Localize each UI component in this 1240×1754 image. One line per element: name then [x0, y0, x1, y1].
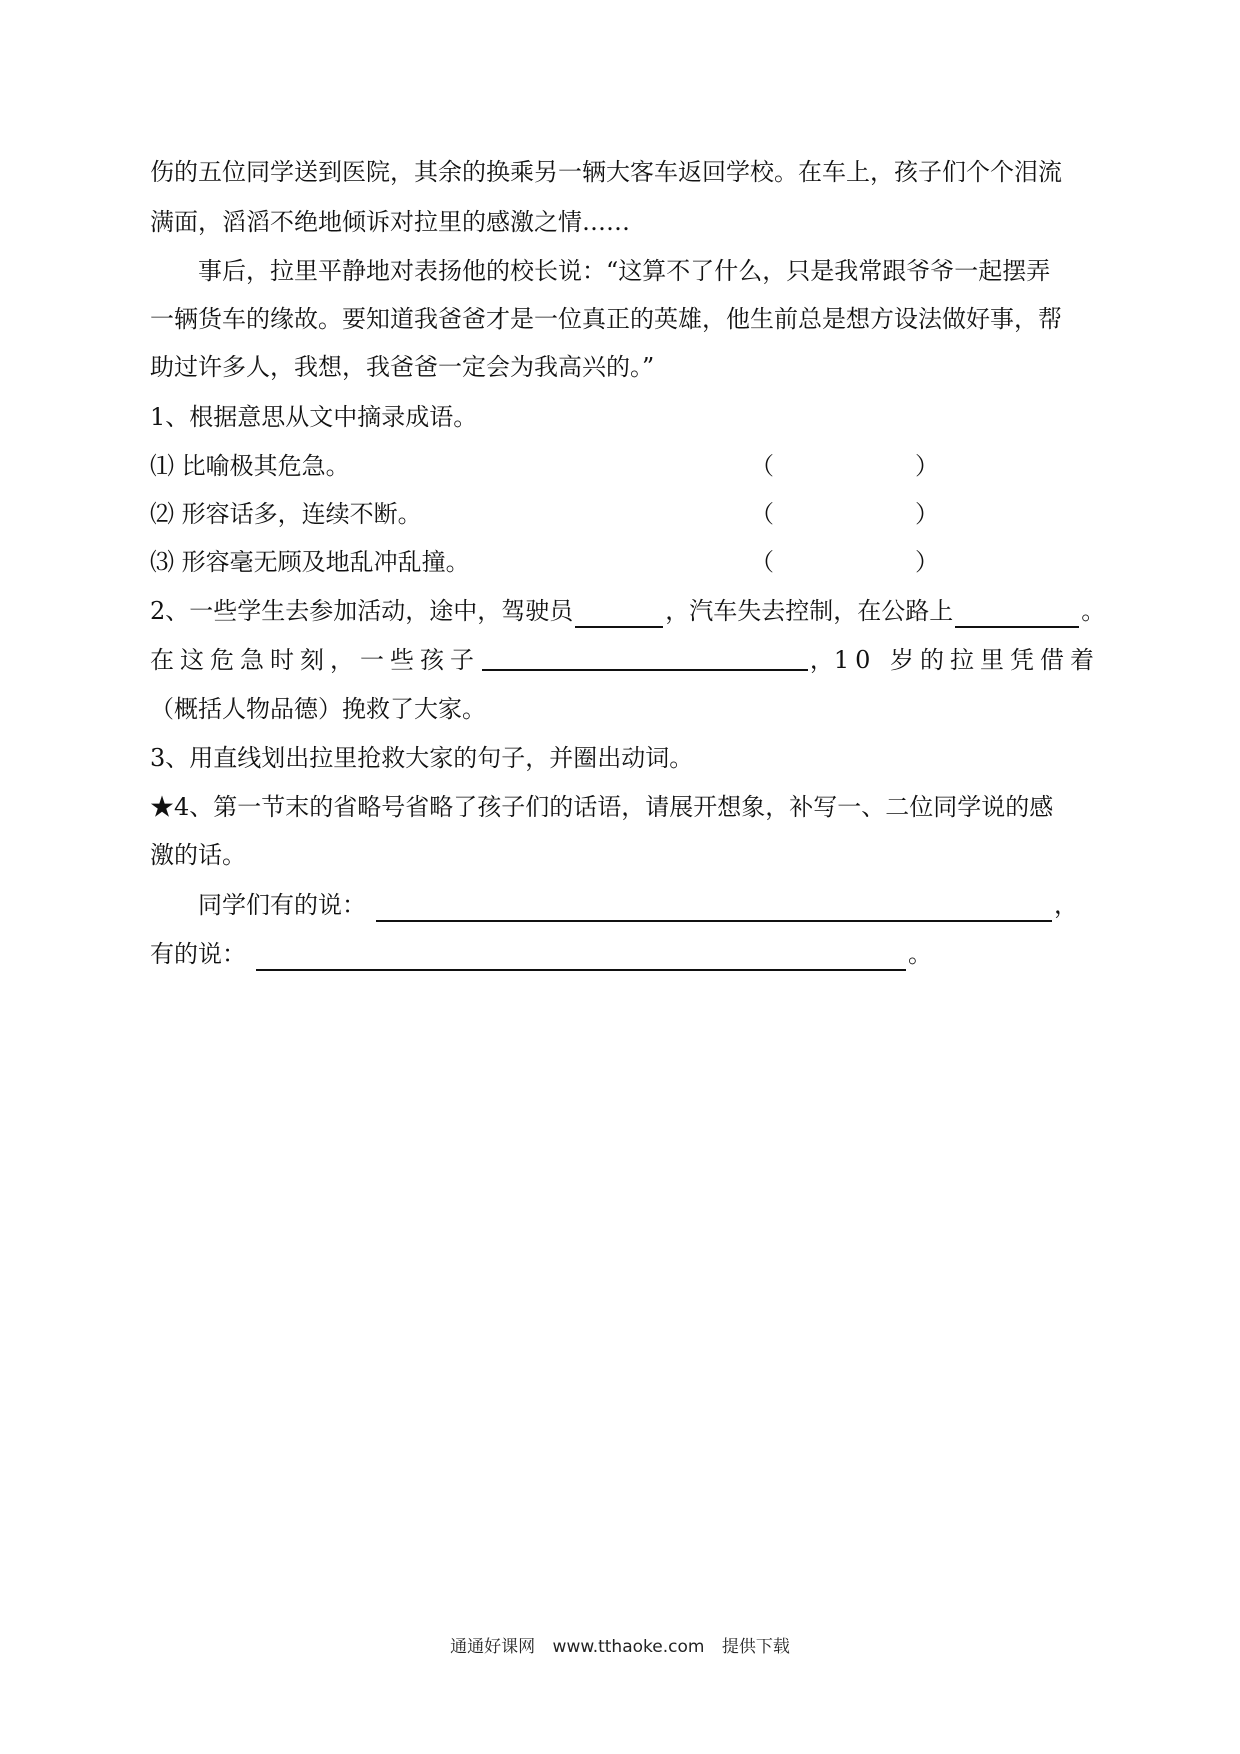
- close-paren: ）: [915, 452, 939, 480]
- fill-blank[interactable]: [575, 600, 663, 628]
- close-paren: ）: [915, 500, 939, 528]
- passage-line: 伤的五位同学送到医院，其余的换乘另一辆大客车返回学校。在车上，孩子们个个泪流: [150, 158, 1062, 186]
- q1-item-label: ⑶ 形容毫无顾及地乱冲乱撞。: [150, 548, 470, 576]
- footer-url[interactable]: www.tthaoke.com: [552, 1637, 705, 1657]
- answer-parentheses[interactable]: [750, 497, 939, 531]
- footer-suffix: 提供下载: [721, 1637, 790, 1657]
- q4-answer-end: 。: [908, 940, 932, 968]
- answer-parentheses[interactable]: [750, 449, 939, 483]
- q4-answer-end: ，: [1054, 891, 1078, 919]
- open-paren: （: [750, 452, 774, 480]
- q2-text: 。: [1081, 597, 1106, 625]
- close-paren: ）: [915, 548, 939, 576]
- q2-text: ，: [809, 646, 834, 674]
- answer-parentheses[interactable]: [750, 545, 939, 579]
- q1-item: [150, 545, 1100, 579]
- fill-blank[interactable]: [256, 943, 906, 971]
- fill-blank[interactable]: [955, 600, 1079, 628]
- q2-text: ，汽车失去控制，在公路上: [665, 597, 954, 625]
- q4-answer-label: 有的说：: [150, 940, 246, 968]
- question-4-line: ★4、第一节末的省略号省略了孩子们的话语，请展开想象，补写一、二位同学说的感: [150, 793, 1054, 821]
- passage-line: 事后，拉里平静地对表扬他的校长说：“这算不了什么，只是我常跟爷爷一起摆弄: [198, 257, 1051, 285]
- passage-line: 满面，滔滔不绝地倾诉对拉里的感激之情……: [150, 208, 630, 236]
- q2-text: 10 岁的拉里凭借着: [833, 646, 1100, 674]
- page-footer: [0, 1632, 1240, 1657]
- question-2-line: [150, 594, 1106, 628]
- q2-text: 2、一些学生去参加活动，途中，驾驶员: [150, 597, 574, 625]
- fill-blank[interactable]: [482, 643, 808, 671]
- q2-text: 在这危急时刻，一些孩子: [150, 646, 480, 674]
- question-1-title: 1、根据意思从文中摘录成语。: [150, 403, 478, 431]
- q1-item-label: ⑴ 比喻极其危急。: [150, 452, 350, 480]
- passage-line: 一辆货车的缘故。要知道我爸爸才是一位真正的英雄，他生前总是想方设法做好事，帮: [150, 305, 1062, 333]
- q1-item: [150, 449, 1100, 483]
- question-3: 3、用直线划出拉里抢救大家的句子，并圈出动词。: [150, 744, 694, 772]
- passage-line: 助过许多人，我想，我爸爸一定会为我高兴的。”: [150, 353, 655, 381]
- question-4-line: 激的话。: [150, 841, 246, 869]
- q1-item-label: ⑵ 形容话多，连续不断。: [150, 500, 422, 528]
- q4-answer-line: [198, 888, 1148, 922]
- question-2-line: （概括人物品德）挽救了大家。: [150, 695, 486, 723]
- q4-answer-label: 同学们有的说：: [198, 891, 366, 919]
- q1-item: [150, 497, 1100, 531]
- open-paren: （: [750, 548, 774, 576]
- open-paren: （: [750, 500, 774, 528]
- fill-blank[interactable]: [376, 894, 1052, 922]
- q4-answer-line: [150, 937, 1100, 971]
- footer-site-name: 通通好课网: [450, 1637, 536, 1657]
- question-2-line: [150, 643, 1100, 677]
